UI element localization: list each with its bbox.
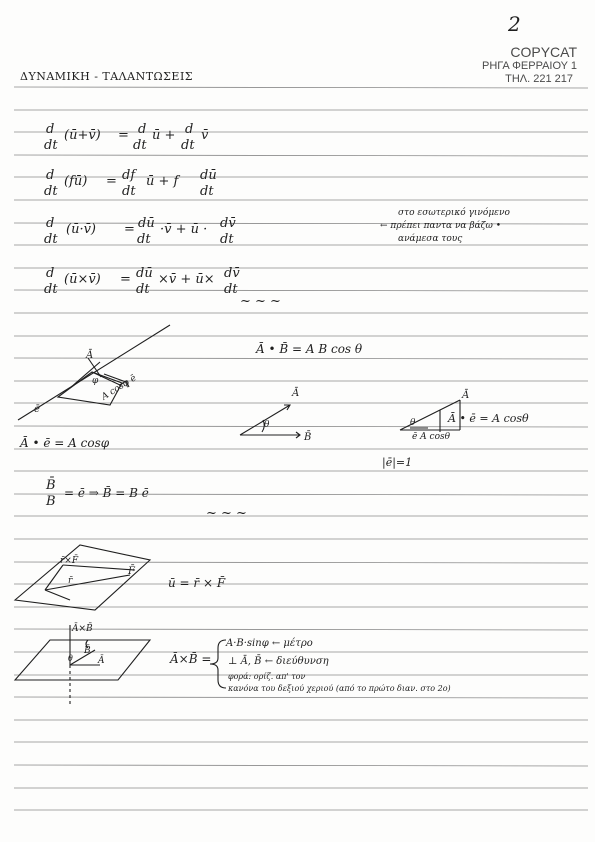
- torque-label-F: F̄: [128, 566, 135, 577]
- page-number: 2: [508, 12, 521, 36]
- cross-line1: A·B·sinφ ← μέτρο: [226, 638, 313, 649]
- dot-t1: ·v̄ + ū ·: [160, 222, 208, 237]
- dot-note-line2: ← πρέπει παντα να βάζω •: [380, 221, 502, 231]
- cross-t2-den: dt: [224, 282, 238, 297]
- sum-t1-num: d: [138, 122, 147, 137]
- scalar-t2-den: dt: [200, 184, 214, 199]
- cross-lhs-num: d: [46, 266, 55, 281]
- proj-label-e: ē: [34, 404, 40, 415]
- unit-relation: = ē ⇒ B̄ = B ē: [64, 486, 149, 500]
- sum-lhs-num: d: [46, 122, 55, 137]
- dot-note-line3: ανάμεσα τους: [398, 234, 463, 244]
- sum-eq: =: [118, 128, 129, 143]
- cross-line3: φορά: ορίζ. απ' τον: [228, 672, 306, 681]
- page-title: ΔΥΝΑΜΙΚΗ - ΤΑΛΑΝΤΩΣΕΙΣ: [20, 70, 194, 83]
- dot-lhs-num: d: [46, 216, 55, 231]
- ruled-line: [14, 155, 588, 156]
- torque-label-r: r̄: [68, 576, 73, 586]
- dot-t2-den: dt: [220, 232, 234, 247]
- unit-norm: |ē|=1: [382, 456, 413, 469]
- projection-diagram: [18, 325, 170, 420]
- cross-t1-den: dt: [136, 282, 150, 297]
- tilde-divider-2: ~ ~ ~: [206, 506, 247, 521]
- proj2-label-theta: θ: [410, 418, 416, 428]
- dot-lhs-arg: (ū·v̄): [66, 222, 96, 237]
- cross-t2-num: dv̄: [224, 266, 240, 281]
- dot-t1-den: dt: [137, 232, 151, 247]
- dot-t2-num: dv̄: [220, 216, 236, 231]
- cross-lhs: Ā×B̄ =: [170, 652, 212, 666]
- proj-label-A: Ā: [86, 350, 94, 361]
- dot-eq: =: [124, 222, 135, 237]
- sum-lhs-arg: (ū+v̄): [64, 128, 101, 143]
- cross-line2: ⊥ Ā, B̄ ← διεύθυνση: [228, 656, 329, 667]
- ruled-line: [14, 290, 588, 291]
- scalar-lhs-den: dt: [44, 184, 58, 199]
- ruled-line: [14, 765, 588, 766]
- dot-note-line1: στο εσωτερικό γινόμενο: [398, 208, 510, 218]
- proj-label-Acos: A cosφ ē: [100, 373, 139, 403]
- proj2-eq: Ā • ē = A cosθ: [448, 412, 529, 425]
- scalar-t1-den: dt: [122, 184, 136, 199]
- dot-product-formula: Ā • B̄ = A B cos θ: [256, 342, 363, 356]
- sum-t2: v̄: [201, 128, 209, 143]
- cross-label-A: Ā: [98, 656, 105, 666]
- proj2-label-Acos: ē A cosθ: [412, 432, 451, 442]
- scalar-lhs-arg: (fū): [64, 174, 88, 189]
- stamp-line3: ΤΗΛ. 221 217: [505, 73, 573, 85]
- sum-t1-den: dt: [133, 138, 147, 153]
- torque-formula: ū = r̄ × F̄: [168, 576, 226, 590]
- ruled-line: [14, 87, 588, 88]
- dot-t1-num: dū: [138, 216, 155, 231]
- unit-frac-num: B̄: [46, 478, 56, 493]
- unit-frac-den: B: [46, 494, 56, 509]
- torque-diagram: [15, 545, 150, 610]
- angle-label-B: B̄: [304, 432, 312, 443]
- scalar-lhs-num: d: [46, 168, 55, 183]
- proj2-label-A: Ā: [462, 390, 470, 401]
- ruled-line: [14, 562, 588, 563]
- ruled-line: [14, 223, 588, 224]
- cross-label-theta: θ: [68, 654, 73, 663]
- ruled-line: [14, 697, 588, 698]
- scalar-eq: =: [106, 174, 117, 189]
- cross-eq: =: [120, 272, 131, 287]
- stamp-line2: ΡΗΓΑ ΦΕΡΡΑΙΟΥ 1: [482, 60, 577, 72]
- scalar-t2-num: dū: [200, 168, 217, 183]
- cross-lhs-den: dt: [44, 282, 58, 297]
- stamp-line1: COPYCAT: [510, 44, 577, 60]
- proj-eq: Ā • ē = A cosφ: [20, 436, 110, 450]
- cross-line4: κανόνα του δεξιού χεριού (από το πρώτο διαν. στο 2ο): [228, 684, 451, 693]
- torque-label-rxF: r̄×F̄: [60, 556, 79, 566]
- ruled-line: [14, 426, 588, 427]
- sum-t1: ū +: [152, 128, 176, 143]
- tilde-divider-1: ~ ~ ~: [240, 294, 281, 309]
- proj-label-phi: φ: [92, 376, 99, 386]
- sum-lhs-den: dt: [44, 138, 58, 153]
- cross-label-AxB: Ā×B̄: [72, 624, 93, 634]
- cross-brace: [210, 640, 226, 688]
- cross-t1-num: dū: [136, 266, 153, 281]
- ruled-line: [14, 358, 588, 359]
- angle-label-A: Ā: [292, 388, 300, 399]
- cross-t1: ×v̄ + ū×: [158, 272, 215, 287]
- scalar-t1: ū + f: [146, 174, 179, 189]
- ruled-line: [14, 629, 588, 630]
- dot-lhs-den: dt: [44, 232, 58, 247]
- sum-t2-num: d: [185, 122, 194, 137]
- cross-label-B: B̄: [84, 646, 91, 656]
- angle-label-theta: θ: [264, 420, 270, 430]
- sum-t2-den: dt: [181, 138, 195, 153]
- scalar-t1-num: df: [122, 168, 136, 183]
- cross-lhs-arg: (ū×v̄): [64, 272, 101, 287]
- angle-diagram: [240, 405, 300, 438]
- cross-diagram: [15, 625, 150, 705]
